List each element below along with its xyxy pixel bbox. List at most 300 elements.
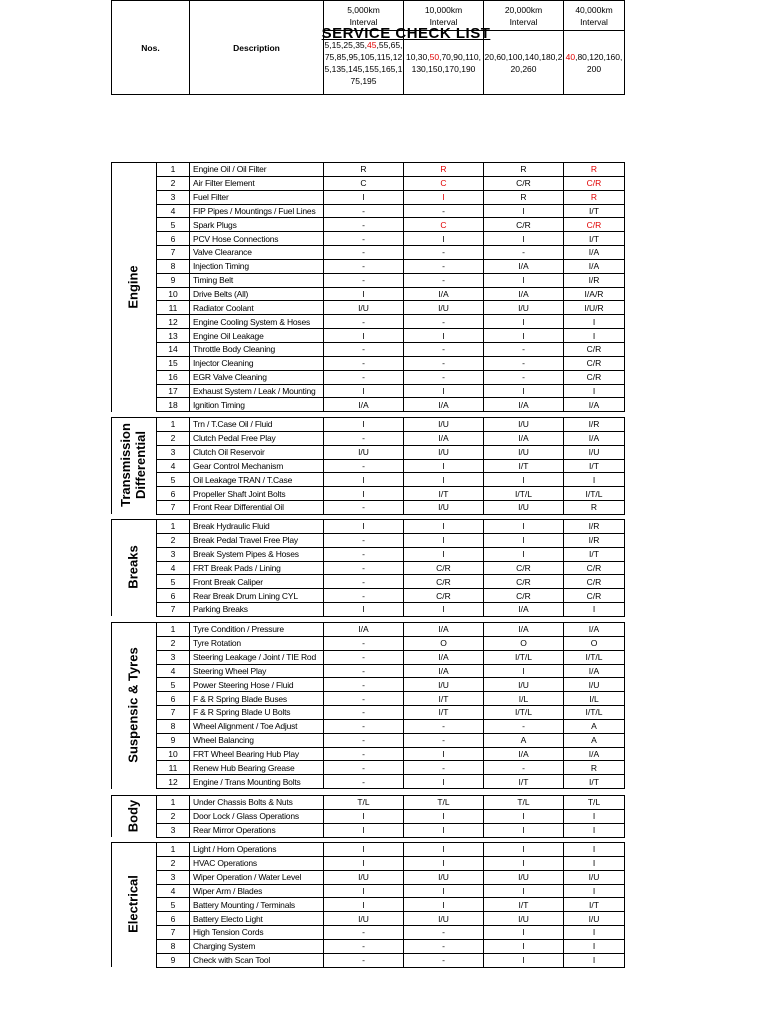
interval-value: I/A — [484, 431, 564, 445]
interval-value: - — [324, 232, 404, 246]
interval-value: I/U — [404, 501, 484, 515]
item-number: 7 — [157, 246, 190, 260]
interval-value: I/U — [484, 301, 564, 315]
interval-value: I — [404, 473, 484, 487]
interval-value: I/U — [484, 501, 564, 515]
checklist-row — [112, 370, 625, 384]
checklist-row — [112, 898, 625, 912]
checklist-row — [112, 533, 625, 547]
interval-value: I/A/R — [564, 287, 625, 301]
interval-value: I/L — [484, 692, 564, 706]
item-description: PCV Hose Connections — [190, 232, 324, 246]
item-number: 12 — [157, 315, 190, 329]
interval-value: - — [324, 273, 404, 287]
interval-value: - — [324, 939, 404, 953]
section-label — [126, 647, 141, 762]
interval-value: I/A — [404, 287, 484, 301]
interval-value: O — [404, 636, 484, 650]
interval-value: - — [324, 547, 404, 561]
item-description: F & R Spring Blade U Bolts — [190, 706, 324, 720]
interval-km-segment: 20,60,100,140,180,220,260 — [484, 51, 563, 74]
checklist-row — [112, 719, 625, 733]
item-description: Wiper Operation / Water Level — [190, 870, 324, 884]
interval-value: I — [324, 287, 404, 301]
item-number: 6 — [157, 692, 190, 706]
interval-value: C/R — [484, 218, 564, 232]
item-number: 18 — [157, 398, 190, 412]
item-number: 6 — [157, 589, 190, 603]
interval-value: I — [564, 315, 625, 329]
interval-value: I — [324, 809, 404, 823]
checklist-row — [112, 884, 625, 898]
interval-value: - — [324, 650, 404, 664]
interval-value: A — [564, 733, 625, 747]
item-description: Injection Timing — [190, 259, 324, 273]
checklist-row — [112, 418, 625, 432]
interval-value: I — [324, 603, 404, 617]
item-number: 14 — [157, 342, 190, 356]
interval-value: I/T/L — [564, 487, 625, 501]
interval-value: I — [484, 843, 564, 857]
interval-value: - — [404, 761, 484, 775]
interval-value: I — [564, 384, 625, 398]
interval-value: - — [324, 775, 404, 789]
interval-value: I — [324, 823, 404, 837]
item-description: Battery Electo Light — [190, 912, 324, 926]
checklist-row — [112, 664, 625, 678]
interval-value: I — [484, 809, 564, 823]
interval-value: I — [404, 843, 484, 857]
interval-value: - — [324, 218, 404, 232]
item-description: Check with Scan Tool — [190, 953, 324, 967]
interval-value: - — [324, 533, 404, 547]
checklist-row — [112, 953, 625, 967]
interval-value: I — [404, 329, 484, 343]
interval-value: - — [404, 719, 484, 733]
interval-value: C/R — [484, 176, 564, 190]
interval-km-list — [324, 31, 404, 95]
checklist-row — [112, 315, 625, 329]
interval-value: C/R — [484, 589, 564, 603]
interval-value: I — [404, 775, 484, 789]
nos-header: Nos. — [112, 1, 190, 95]
interval-value: C/R — [404, 589, 484, 603]
item-description: Exhaust System / Leak / Mounting — [190, 384, 324, 398]
interval-value: R — [564, 190, 625, 204]
checklist-row — [112, 384, 625, 398]
interval-value: I — [484, 315, 564, 329]
checklist-row — [112, 487, 625, 501]
checklist-row — [112, 176, 625, 190]
checklist-row — [112, 939, 625, 953]
checklist-row — [112, 520, 625, 534]
interval-value: I/T/L — [484, 650, 564, 664]
interval-value: I/A — [404, 398, 484, 412]
checklist-row — [112, 706, 625, 720]
item-description: Renew Hub Bearing Grease — [190, 761, 324, 775]
interval-value: I — [404, 190, 484, 204]
item-description: High Tension Cords — [190, 926, 324, 940]
interval-value: C/R — [564, 561, 625, 575]
interval-value: I/U — [404, 870, 484, 884]
interval-value: I — [484, 926, 564, 940]
interval-value: - — [484, 356, 564, 370]
item-number: 2 — [157, 533, 190, 547]
interval-value: I/R — [564, 533, 625, 547]
interval-value: I/A — [564, 431, 625, 445]
interval-value: I — [404, 384, 484, 398]
item-description: Rear Break Drum Lining CYL — [190, 589, 324, 603]
interval-value: C/R — [564, 218, 625, 232]
interval-value: I/U — [404, 301, 484, 315]
item-description: Front Break Caliper — [190, 575, 324, 589]
interval-value: I — [484, 204, 564, 218]
checklist-row — [112, 747, 625, 761]
section-label-line: Body — [125, 799, 141, 833]
item-number: 10 — [157, 747, 190, 761]
interval-km-segment: 5,15,25,35, — [324, 39, 368, 50]
checklist-row — [112, 870, 625, 884]
item-number: 5 — [157, 678, 190, 692]
checklist-row — [112, 246, 625, 260]
interval-value: I — [484, 939, 564, 953]
item-description: Charging System — [190, 939, 324, 953]
interval-value: - — [404, 356, 484, 370]
item-description: Spark Plugs — [190, 218, 324, 232]
item-number: 3 — [157, 870, 190, 884]
section-label-line: Differential — [133, 431, 148, 500]
interval-value: C/R — [404, 575, 484, 589]
interval-value: R — [324, 163, 404, 177]
interval-value: I — [484, 329, 564, 343]
interval-value: - — [404, 246, 484, 260]
item-description: Steering Leakage / Joint / TIE Rod — [190, 650, 324, 664]
interval-value: T/L — [404, 796, 484, 810]
interval-km-segment: 45 — [367, 39, 377, 50]
interval-value: I — [564, 809, 625, 823]
interval-value: C/R — [564, 356, 625, 370]
interval-value: I/A — [484, 259, 564, 273]
section-label-line: Suspensic & Tyres — [125, 647, 141, 763]
interval-value: I — [484, 533, 564, 547]
interval-header: 20,000km Interval — [484, 1, 564, 31]
interval-value: I — [324, 884, 404, 898]
interval-value: I/A — [404, 650, 484, 664]
checklist-row — [112, 459, 625, 473]
interval-value: - — [484, 246, 564, 260]
interval-value: - — [324, 636, 404, 650]
interval-value: I/U — [564, 912, 625, 926]
item-description: Clutch Oil Reservoir — [190, 445, 324, 459]
item-number: 8 — [157, 719, 190, 733]
item-number: 3 — [157, 445, 190, 459]
checklist-row — [112, 547, 625, 561]
checklist-row — [112, 775, 625, 789]
checklist-row — [112, 301, 625, 315]
item-number: 1 — [157, 418, 190, 432]
item-description: Steering Wheel Play — [190, 664, 324, 678]
checklist-row — [112, 761, 625, 775]
item-description: Gear Control Mechanism — [190, 459, 324, 473]
interval-value: O — [484, 636, 564, 650]
interval-value: - — [484, 761, 564, 775]
interval-value: I/A — [484, 747, 564, 761]
interval-value: I — [404, 520, 484, 534]
section-label — [118, 424, 148, 508]
interval-value: I — [484, 473, 564, 487]
item-number: 3 — [157, 190, 190, 204]
item-description: Under Chassis Bolts & Nuts — [190, 796, 324, 810]
interval-value: I/U — [324, 445, 404, 459]
interval-value: I — [484, 856, 564, 870]
interval-value: I — [404, 232, 484, 246]
interval-value: I — [564, 823, 625, 837]
item-number: 11 — [157, 301, 190, 315]
item-description: Throttle Body Cleaning — [190, 342, 324, 356]
interval-value: I/A — [404, 664, 484, 678]
interval-value: I/T — [404, 487, 484, 501]
item-description: Front Rear Differential Oil — [190, 501, 324, 515]
item-number: 8 — [157, 259, 190, 273]
interval-value: A — [484, 733, 564, 747]
section-table — [111, 842, 625, 968]
interval-value: I — [484, 273, 564, 287]
interval-value: - — [324, 664, 404, 678]
item-description: Light / Horn Operations — [190, 843, 324, 857]
interval-value: I — [324, 190, 404, 204]
item-number: 4 — [157, 561, 190, 575]
section-label — [126, 800, 141, 833]
interval-value: I — [484, 520, 564, 534]
item-number: 1 — [157, 623, 190, 637]
item-number: 5 — [157, 473, 190, 487]
item-number: 8 — [157, 939, 190, 953]
interval-km-segment: 10,30, — [405, 51, 430, 62]
interval-value: I/U/R — [564, 301, 625, 315]
interval-value: I/U — [484, 678, 564, 692]
interval-value: I — [484, 547, 564, 561]
interval-value: I/A — [324, 398, 404, 412]
interval-value: - — [404, 939, 484, 953]
item-description: Ignition Timing — [190, 398, 324, 412]
interval-value: - — [484, 719, 564, 733]
item-description: Engine Cooling System & Hoses — [190, 315, 324, 329]
interval-value: I — [404, 809, 484, 823]
checklist-row — [112, 926, 625, 940]
checklist-row — [112, 273, 625, 287]
interval-value: I/T — [404, 706, 484, 720]
interval-value: T/L — [484, 796, 564, 810]
interval-value: R — [404, 163, 484, 177]
interval-value: I — [404, 533, 484, 547]
interval-value: I — [324, 898, 404, 912]
item-number: 1 — [157, 163, 190, 177]
interval-value: C — [324, 176, 404, 190]
interval-value: I/L — [564, 692, 625, 706]
item-number: 15 — [157, 356, 190, 370]
item-description: Oil Leakage TRAN / T.Case — [190, 473, 324, 487]
section-table — [111, 519, 625, 617]
interval-value: - — [324, 953, 404, 967]
interval-value: I — [404, 856, 484, 870]
interval-value: I/T — [564, 204, 625, 218]
interval-value: I/U — [484, 870, 564, 884]
interval-km-list — [404, 31, 484, 95]
item-number: 6 — [157, 232, 190, 246]
interval-value: - — [404, 953, 484, 967]
item-number: 9 — [157, 273, 190, 287]
interval-value: - — [324, 733, 404, 747]
page-title: SERVICE CHECK LIST — [321, 25, 491, 42]
interval-value: I/U — [404, 912, 484, 926]
section-label — [126, 546, 141, 589]
checklist-row — [112, 650, 625, 664]
interval-value: I/U — [564, 678, 625, 692]
interval-value: - — [324, 459, 404, 473]
interval-value: I/U — [484, 445, 564, 459]
checklist-row — [112, 190, 625, 204]
item-number: 2 — [157, 856, 190, 870]
checklist-row — [112, 356, 625, 370]
item-number: 11 — [157, 761, 190, 775]
interval-value: C/R — [404, 561, 484, 575]
section-label-line: Transmission — [118, 423, 133, 508]
interval-value: I — [484, 232, 564, 246]
interval-value: I/U — [484, 418, 564, 432]
interval-value: C/R — [484, 561, 564, 575]
interval-value: I — [324, 520, 404, 534]
interval-value: - — [324, 926, 404, 940]
interval-value: I — [564, 953, 625, 967]
interval-value: C/R — [564, 370, 625, 384]
item-description: Injector Cleaning — [190, 356, 324, 370]
checklist-row — [112, 259, 625, 273]
item-description: Air Filter Element — [190, 176, 324, 190]
item-description: Break Hydraulic Fluid — [190, 520, 324, 534]
interval-value: - — [404, 273, 484, 287]
interval-value: I — [564, 843, 625, 857]
item-description: Break Pedal Travel Free Play — [190, 533, 324, 547]
item-number: 1 — [157, 520, 190, 534]
interval-value: I/A — [564, 664, 625, 678]
interval-value: - — [324, 356, 404, 370]
interval-value: - — [324, 747, 404, 761]
checklist-row — [112, 163, 625, 177]
item-description: Fuel Filter — [190, 190, 324, 204]
interval-value: I — [324, 473, 404, 487]
interval-header: 40,000km Interval — [564, 1, 625, 31]
interval-value: I/T — [484, 459, 564, 473]
interval-value: - — [404, 259, 484, 273]
item-number: 7 — [157, 603, 190, 617]
interval-value: I — [564, 884, 625, 898]
checklist-row — [112, 342, 625, 356]
interval-value: I — [484, 823, 564, 837]
item-number: 3 — [157, 823, 190, 837]
item-number: 4 — [157, 884, 190, 898]
interval-value: I/U — [324, 301, 404, 315]
checklist-row — [112, 473, 625, 487]
interval-km-segment: ,80,120,160,200 — [575, 51, 623, 74]
item-description: Engine / Trans Mounting Bolts — [190, 775, 324, 789]
item-number: 13 — [157, 329, 190, 343]
checklist-row — [112, 398, 625, 412]
item-description: Tyre Rotation — [190, 636, 324, 650]
interval-value: T/L — [324, 796, 404, 810]
item-description: HVAC Operations — [190, 856, 324, 870]
checklist-row — [112, 603, 625, 617]
interval-value: I/T/L — [564, 706, 625, 720]
item-number: 1 — [157, 843, 190, 857]
item-description: FRT Wheel Bearing Hub Play — [190, 747, 324, 761]
interval-value: C — [404, 176, 484, 190]
interval-value: I — [404, 898, 484, 912]
item-number: 6 — [157, 912, 190, 926]
interval-value: I/A — [564, 747, 625, 761]
section-table — [111, 162, 625, 412]
checklist-row — [112, 575, 625, 589]
interval-value: - — [324, 246, 404, 260]
checklist-row — [112, 796, 625, 810]
checklist-row — [112, 678, 625, 692]
interval-value: I/A — [564, 246, 625, 260]
item-description: F & R Spring Blade Buses — [190, 692, 324, 706]
item-description: Engine Oil / Oil Filter — [190, 163, 324, 177]
checklist-row — [112, 287, 625, 301]
interval-header: 5,000km Interval — [324, 1, 404, 31]
interval-value: I — [324, 856, 404, 870]
interval-value: - — [404, 926, 484, 940]
interval-value: - — [324, 678, 404, 692]
checklist-row — [112, 445, 625, 459]
interval-value: - — [484, 342, 564, 356]
interval-value: I — [564, 329, 625, 343]
interval-value: I/U — [564, 870, 625, 884]
interval-header: 10,000km Interval — [404, 1, 484, 31]
header-table — [111, 0, 625, 95]
interval-value: I — [404, 747, 484, 761]
checklist-row — [112, 733, 625, 747]
interval-value: I/U — [324, 870, 404, 884]
checklist-row — [112, 912, 625, 926]
interval-value: I/A — [484, 623, 564, 637]
interval-value: I/A — [564, 623, 625, 637]
interval-value: I — [564, 926, 625, 940]
interval-km-segment: ,55,65,75,85,95,105,115,125,135,145,155,165,175,195 — [324, 39, 403, 86]
interval-value: I — [324, 843, 404, 857]
checklist-row — [112, 636, 625, 650]
checklist-row — [112, 623, 625, 637]
interval-value: I/A — [484, 398, 564, 412]
item-number: 2 — [157, 176, 190, 190]
interval-value: C — [404, 218, 484, 232]
interval-value: I/U — [564, 445, 625, 459]
interval-value: I/T/L — [564, 650, 625, 664]
interval-value: I/A — [404, 431, 484, 445]
interval-value: I/T — [564, 898, 625, 912]
item-number: 5 — [157, 218, 190, 232]
item-number: 1 — [157, 796, 190, 810]
section-label — [126, 265, 141, 308]
checklist-row — [112, 589, 625, 603]
checklist-row — [112, 843, 625, 857]
interval-value: I — [484, 884, 564, 898]
item-number: 5 — [157, 898, 190, 912]
interval-value: - — [324, 370, 404, 384]
checklist-row — [112, 204, 625, 218]
interval-value: I/A — [404, 623, 484, 637]
item-description: Tyre Condition / Pressure — [190, 623, 324, 637]
